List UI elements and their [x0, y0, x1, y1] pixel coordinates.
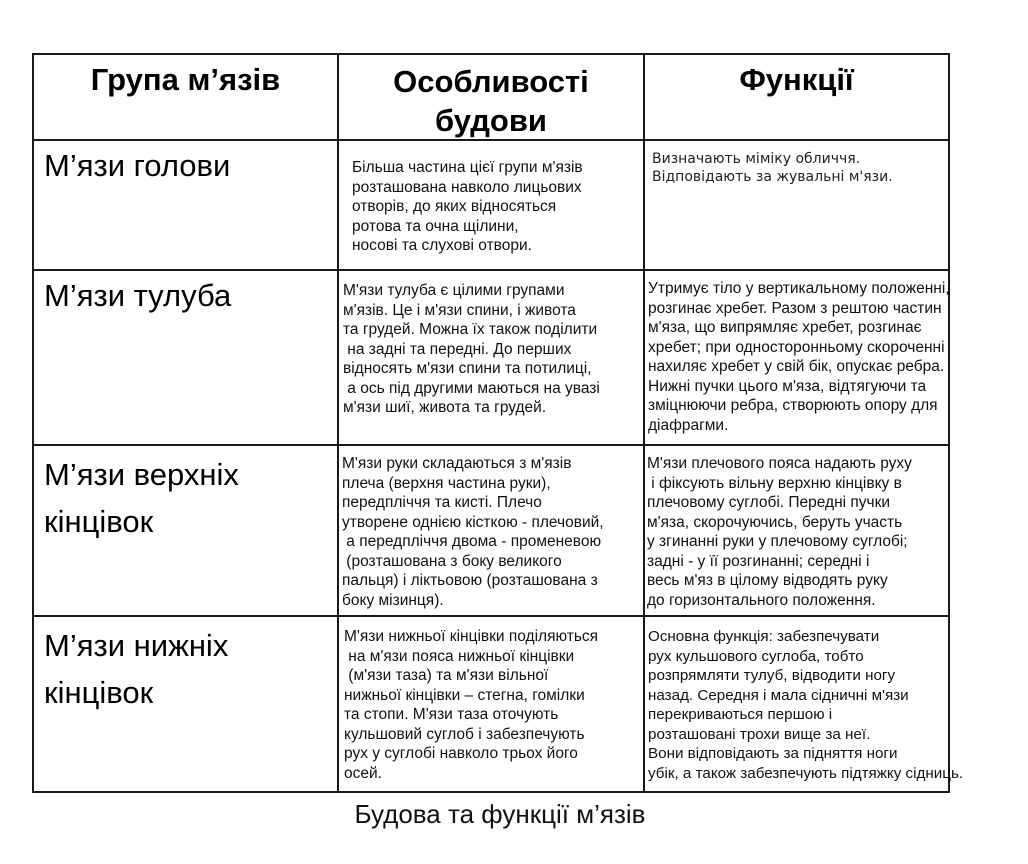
structure-trunk: М'язи тулуба є цілими групами м'язів. Це і м'язи спини, і живота та грудей. Можна їх також поділити на задні та передні. До перших відносять м'язи спини та потилиці, а ось під другими маються на увазі м'язи шиї, живота та грудей.: [343, 282, 600, 416]
structure-head: Більша частина цієї групи м'язів розташована навколо лицьових отворів, до яких відносяться ротова та очна щілини, носові та слухові отвори.: [352, 159, 583, 254]
column-divider: [643, 53, 645, 793]
group-upper-limbs: М’язи верхніх кінцівок: [44, 457, 239, 539]
column-divider: [337, 53, 339, 793]
header-functions: Функції: [739, 62, 854, 97]
header-group: Група м’язів: [90, 62, 281, 97]
group-lower-limbs: М’язи нижніх кінцівок: [44, 628, 229, 710]
functions-upper-limbs: М'язи плечового пояса надають руху і фіксують вільну верхню кінцівку в плечовому суглобі. Передні пучки м'яза, скорочуючись, беруть участь у згинанні руки у плечовому суглобі; задні - у її розгинанні; середні і весь м'яз в цілому відводять руку до горизонтального положення.: [647, 455, 912, 609]
row-divider: [32, 444, 950, 446]
structure-upper-limbs: М'язи руки складаються з м'язів плеча (верхня частина руки), передпліччя та кисті. Плечо утворене однією кісткою - плечовий, а передпліччя двома - променевою (розташована з боку великого пальця) і ліктьовою (розташована з боку мізинця).: [342, 455, 604, 609]
table-caption: Будова та функції м’язів: [354, 799, 646, 829]
functions-trunk: Утримує тіло у вертикальному положенні, розгинає хребет. Разом з рештою частин м'яза, що випрямляє хребет, розгинає хребет; при односторонньому скороченні нахиляє хребет у свій бік, опускає ребра. Нижні пучки цього м'яза, відтягуючи та зміцнюючи ребра, створюють опору для діафрагми.: [648, 280, 950, 434]
structure-lower-limbs: М'язи нижньої кінцівки поділяються на м'язи пояса нижньої кінцівки (м'язи таза) та м'язи вільної нижньої кінцівки – стегна, гомілки та стопи. М'язи таза оточують кульшовий суглоб і забезпечують рух у суглобі навколо трьох його осей.: [344, 628, 599, 782]
functions-head: Визначають міміку обличчя. Відповідають за жувальні м'язи.: [652, 151, 893, 185]
functions-lower-limbs: Основна функція: забезпечувати рух кульшового суглоба, тобто розпрямляти тулуб, відводити ногу назад. Середня і мала сідничні м'язи перекриваються першою і розташовані трохи вище за неї. Вони відповідають за підняття ноги убік, а також забезпечують підтяжку сідниць.: [648, 628, 964, 782]
header-structure: Особливості будови: [393, 64, 589, 138]
row-divider: [32, 615, 950, 617]
group-head: М’язи голови: [44, 148, 231, 183]
group-trunk: М’язи тулуба: [44, 278, 232, 313]
row-divider: [32, 269, 950, 271]
